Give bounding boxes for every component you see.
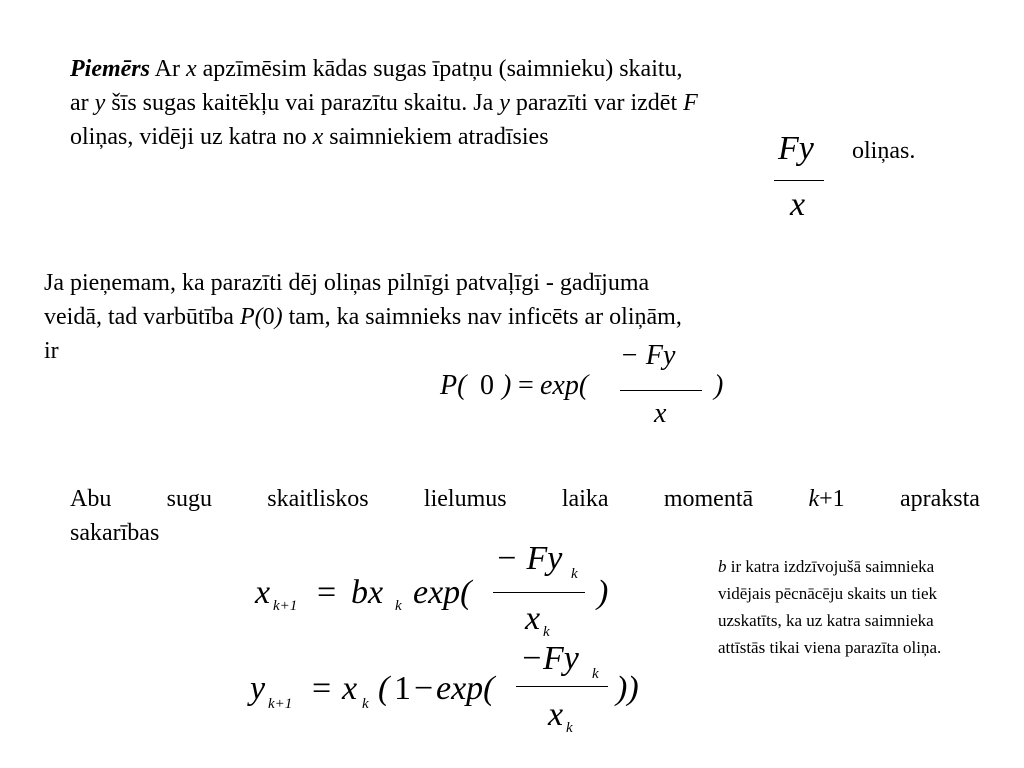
line-2: veidā, tad varbūtība P(0) tam, ka saimnieks nav inficēts ar oliņām,	[44, 304, 682, 330]
numerator: −Fy	[520, 640, 579, 677]
equation-p0: P( 0 ) = exp( − Fy x )	[440, 340, 724, 429]
fraction-denominator: x	[790, 186, 806, 223]
denominator: x	[525, 600, 541, 637]
line-3: ir	[44, 338, 59, 364]
side-note: b ir katra izdzīvojušā saimnieka vidējais pēcnācēju skaits un tiek uzskatīts, ka uz katra saimnieka attīstās tikai viena parazīta oliņa.	[718, 557, 942, 657]
fraction-bar	[493, 592, 585, 593]
line-3: oliņas, vidēji uz katra no x saimniekiem atradīsies	[70, 124, 549, 150]
example-paragraph	[70, 52, 970, 154]
fraction-bar	[774, 180, 824, 181]
equation-x-next: x k+1 = bx k exp( − Fy k x k )	[255, 540, 609, 640]
denominator: x	[548, 696, 564, 733]
line-1: Ja pieņemam, ka parazīti dēj oliņas pilnīgi patvaļīgi - gadījuma	[44, 270, 650, 296]
example-label: Piemērs	[70, 56, 150, 82]
line-2: ar y šīs sugas kaitēkļu vai parazītu skaitu. Ja y parazīti var izdēt F	[70, 90, 698, 116]
line-2: sakarības	[70, 520, 160, 546]
fraction-bar	[620, 390, 702, 391]
line-1: Abu sugu skaitliskos lielumus laika momentā k+1 apraksta	[70, 486, 980, 512]
fraction-bar	[516, 686, 608, 687]
numerator: − Fy	[620, 340, 676, 371]
fraction-numerator: Fy	[778, 130, 814, 167]
line-3-end: oliņas.	[852, 138, 916, 164]
fraction-fy-over-x	[770, 130, 830, 230]
denominator: x	[654, 398, 667, 429]
equation-y-next: y k+1 = x k ( 1 − exp( −Fy k x k ))	[250, 640, 639, 736]
line-1: Piemērs Ar x apzīmēsim kādas sugas īpatņu (saimnieku) skaitu,	[70, 56, 683, 82]
numerator: − Fy	[495, 540, 563, 577]
